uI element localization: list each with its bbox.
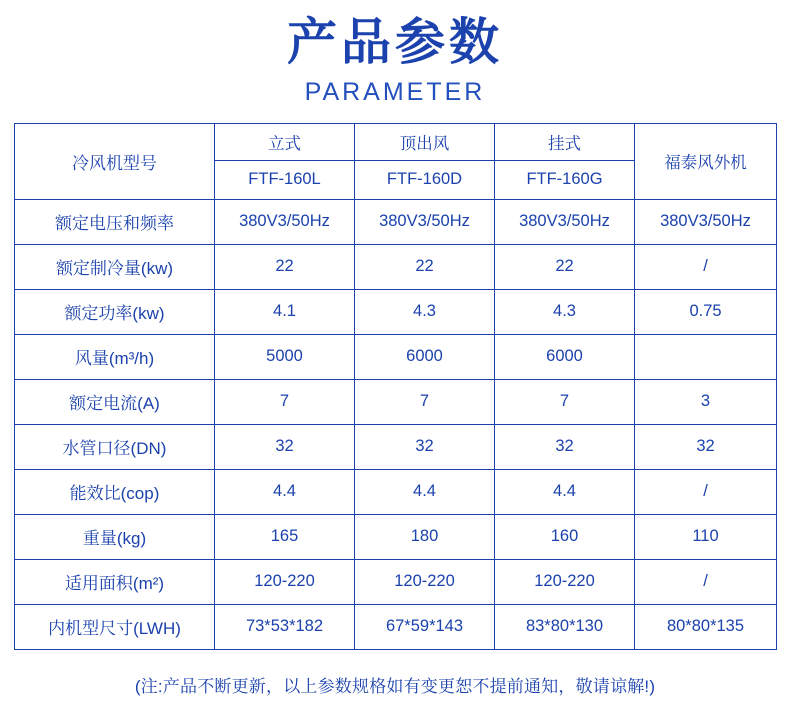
row-label: 重量(kg)	[15, 514, 215, 559]
row-value: /	[635, 244, 777, 289]
row-value: 22	[495, 244, 635, 289]
row-value: 32	[215, 424, 355, 469]
row-value: 380V3/50Hz	[495, 199, 635, 244]
page-header	[0, 0, 790, 107]
row-label: 风量(m³/h)	[15, 334, 215, 379]
parameter-table	[14, 123, 777, 650]
row-value: 380V3/50Hz	[635, 199, 777, 244]
row-value: 120-220	[355, 559, 495, 604]
table-row	[15, 199, 777, 244]
row-value: 110	[635, 514, 777, 559]
row-value: 32	[495, 424, 635, 469]
row-value: 120-220	[215, 559, 355, 604]
row-value: 120-220	[495, 559, 635, 604]
row-label: 水管口径(DN)	[15, 424, 215, 469]
row-value: 22	[215, 244, 355, 289]
header-type-2: 顶出风	[355, 123, 495, 160]
row-value: 80*80*135	[635, 604, 777, 649]
row-label: 适用面积(m²)	[15, 559, 215, 604]
row-value	[635, 334, 777, 379]
footer-note: (注:产品不断更新，以上参数规格如有变更恕不提前通知，敬请谅解!)	[134, 676, 656, 696]
row-value: 32	[635, 424, 777, 469]
row-value: 4.4	[215, 469, 355, 514]
table-row-type	[15, 123, 777, 160]
row-label: 内机型尺寸(LWH)	[15, 604, 215, 649]
header-type-3: 挂式	[495, 123, 635, 160]
row-value: 73*53*182	[215, 604, 355, 649]
row-value: 6000	[495, 334, 635, 379]
row-label: 能效比(cop)	[15, 469, 215, 514]
table-row	[15, 424, 777, 469]
header-outdoor-unit: 福泰风外机	[635, 123, 777, 199]
row-value: 4.3	[495, 289, 635, 334]
header-model-1: FTF-160L	[215, 160, 355, 199]
row-label: 额定制冷量(kw)	[15, 244, 215, 289]
row-value: 4.3	[355, 289, 495, 334]
table-row	[15, 559, 777, 604]
table-row	[15, 469, 777, 514]
page-subtitle: PARAMETER	[304, 77, 486, 106]
row-label: 额定电流(A)	[15, 379, 215, 424]
row-value: /	[635, 559, 777, 604]
row-value: 180	[355, 514, 495, 559]
row-value: 6000	[355, 334, 495, 379]
table-row	[15, 334, 777, 379]
parameter-table-wrapper	[14, 123, 776, 650]
row-value: 7	[215, 379, 355, 424]
row-value: 67*59*143	[355, 604, 495, 649]
row-value: 165	[215, 514, 355, 559]
row-value: 380V3/50Hz	[355, 199, 495, 244]
header-model-2: FTF-160D	[355, 160, 495, 199]
row-value: 83*80*130	[495, 604, 635, 649]
table-row	[15, 289, 777, 334]
table-row	[15, 379, 777, 424]
table-row	[15, 244, 777, 289]
row-label: 额定功率(kw)	[15, 289, 215, 334]
row-value: 4.4	[495, 469, 635, 514]
header-model-3: FTF-160G	[495, 160, 635, 199]
row-value: 0.75	[635, 289, 777, 334]
row-value: 7	[355, 379, 495, 424]
row-value: 160	[495, 514, 635, 559]
row-value: 4.1	[215, 289, 355, 334]
row-header-model: 冷风机型号	[15, 123, 215, 199]
row-value: 32	[355, 424, 495, 469]
row-value: 7	[495, 379, 635, 424]
header-type-1: 立式	[215, 123, 355, 160]
row-label: 额定电压和频率	[15, 199, 215, 244]
row-value: 4.4	[355, 469, 495, 514]
row-value: 380V3/50Hz	[215, 199, 355, 244]
row-value: /	[635, 469, 777, 514]
page-title: 产品参数	[287, 14, 503, 70]
table-row	[15, 604, 777, 649]
row-value: 3	[635, 379, 777, 424]
row-value: 5000	[215, 334, 355, 379]
row-value: 22	[355, 244, 495, 289]
table-row	[15, 514, 777, 559]
